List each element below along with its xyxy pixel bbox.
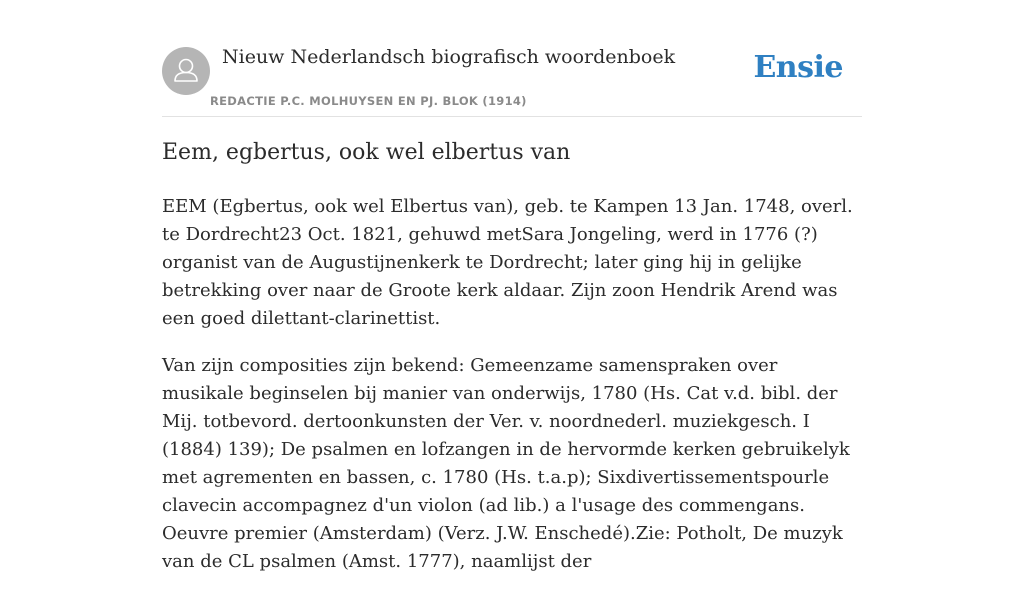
entry-title: Eem, egbertus, ook wel elbertus van: [162, 140, 571, 165]
source-book-title[interactable]: Nieuw Nederlandsch biografisch woordenboek: [222, 46, 676, 68]
source-editors: REDACTIE P.C. MOLHUYSEN EN PJ. BLOK (1914): [210, 94, 527, 108]
ensie-logo[interactable]: Ensie: [753, 50, 843, 85]
avatar[interactable]: [162, 47, 210, 95]
entry-paragraph: Van zijn composities zijn bekend: Gemeenzame samenspraken over musikale beginselen bij manier van onderwijs, 1780 (Hs. Cat v.d. bibl. der Mij. totbevord. dertoonkunsten der Ver. v. noordnederl. muziekgesch. I (1884) 139); De psalmen en lofzangen in de hervormde kerken gebruikelyk met agrementen en bassen, c. 1780 (Hs. t.a.p); Sixdivertissementspourle clavecin accompagnez d'un violon (ad lib.) a l'usage des commengans. Oeuvre premier (Amsterdam) (Verz. J.W. Enschedé).Zie: Potholt, De muzyk van de CL psalmen (Amst. 1777), naamlijst der: [162, 355, 850, 572]
entry-paragraph: EEM (Egbertus, ook wel Elbertus van), geb. te Kampen 13 Jan. 1748, overl. te Dordrecht23 Oct. 1821, gehuwd metSara Jongeling, werd in 1776 (?) organist van de Augustijnenkerk te Dordrecht; later ging hij in gelijke betrekking over naar de Groote kerk aldaar. Zijn zoon Hendrik Arend was een goed dilettant-clarinettist.: [162, 196, 853, 329]
entry-body: [162, 193, 862, 595]
page-header: [162, 0, 862, 117]
user-placeholder-icon: [162, 47, 210, 95]
